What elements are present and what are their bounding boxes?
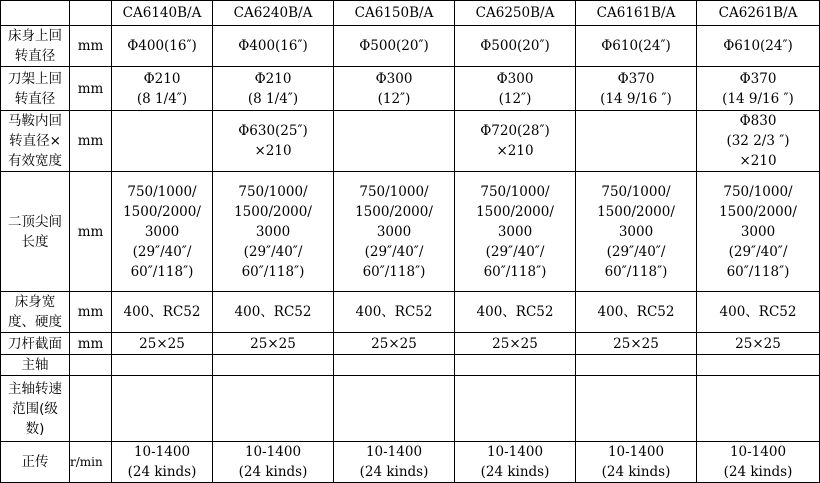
row-label-line: 有效宽度 [8, 153, 62, 169]
value-line: Φ610(24″) [723, 38, 793, 54]
value-line: (8 1/4″) [247, 90, 299, 107]
row-label-line: 转直径× [9, 133, 61, 149]
table-row [1, 172, 820, 292]
value-line: Φ500(20″) [359, 38, 429, 54]
row-label [1, 333, 70, 355]
value-cell [213, 376, 334, 442]
value-line: ×210 [496, 143, 534, 159]
table-row [1, 333, 820, 355]
value-line: (24 kinds) [601, 464, 671, 480]
value-cell [455, 355, 576, 376]
row-label [1, 172, 70, 292]
table-row [1, 292, 820, 333]
value-line: 60″/118″) [241, 263, 305, 280]
value-line: 60″/118″) [130, 263, 194, 280]
value-line: (14 9/16 ″) [600, 90, 672, 107]
value-line: 3000 [740, 223, 776, 240]
unit-cell: mm [70, 333, 112, 355]
unit-cell: mm [70, 111, 112, 172]
value-line: 60″/118″) [604, 263, 668, 280]
value-line: 750/1000/ [127, 183, 197, 200]
value-cell [334, 172, 455, 292]
row-label-line: 长度 [21, 233, 49, 250]
value-line: 750/1000/ [359, 183, 429, 200]
row-label-line: 刀杆截面 [8, 335, 62, 352]
row-label [1, 442, 70, 483]
table-row [1, 376, 820, 442]
row-label-line: 数) [25, 420, 45, 437]
value-line: (12″) [377, 90, 411, 107]
value-line: 1500/2000/ [476, 203, 554, 220]
value-line: 60″/118″) [726, 263, 790, 280]
value-line: (14 9/16 ″) [722, 90, 794, 107]
value-line: 400、RC52 [355, 304, 433, 320]
header-unit-cell [70, 1, 112, 26]
value-cell [455, 442, 576, 483]
model-header: CA6240B/A [213, 1, 334, 26]
value-cell [213, 111, 334, 172]
row-label-line: 范围(级 [12, 400, 58, 417]
value-cell [213, 333, 334, 355]
value-cell [213, 355, 334, 376]
value-cell [697, 442, 820, 483]
value-line: 10-1400 [133, 444, 191, 460]
table-row [1, 355, 820, 376]
value-line: (24 kinds) [480, 464, 550, 480]
value-line: 10-1400 [729, 444, 787, 460]
value-line: (24 kinds) [127, 464, 197, 480]
value-cell [697, 292, 820, 333]
unit-cell: mm [70, 67, 112, 111]
value-cell [697, 67, 820, 111]
value-cell [334, 292, 455, 333]
value-line: 1500/2000/ [234, 203, 312, 220]
value-cell [455, 26, 576, 67]
value-line: 1500/2000/ [355, 203, 433, 220]
value-cell [697, 111, 820, 172]
row-label-line: 转直径 [14, 90, 56, 107]
row-label-line: 床身上回 [8, 28, 62, 44]
model-header: CA6140B/A [112, 1, 213, 26]
value-cell [213, 172, 334, 292]
table-row [1, 442, 820, 483]
value-cell [334, 111, 455, 172]
table-row [1, 26, 820, 67]
value-line: 750/1000/ [480, 183, 550, 200]
row-label [1, 111, 70, 172]
value-cell [112, 355, 213, 376]
value-line: 400、RC52 [123, 304, 201, 320]
value-line: (29″/40″/ [606, 243, 666, 260]
value-line: (32 2/3 ″) [726, 133, 790, 149]
value-cell [334, 67, 455, 111]
model-header: CA6150B/A [334, 1, 455, 26]
value-line: 10-1400 [607, 444, 665, 460]
model-header: CA6161B/A [576, 1, 697, 26]
value-line: 25×25 [735, 335, 781, 352]
row-label [1, 376, 70, 442]
value-cell [112, 172, 213, 292]
unit-cell: mm [70, 172, 112, 292]
value-line: (24 kinds) [359, 464, 429, 480]
value-line: 25×25 [371, 335, 417, 352]
value-line: Φ720(28″) [480, 123, 550, 139]
value-cell [112, 292, 213, 333]
header-param-cell [1, 1, 70, 26]
value-line: 3000 [376, 223, 412, 240]
value-cell [334, 442, 455, 483]
unit-cell: mm [70, 292, 112, 333]
value-line: (29″/40″/ [364, 243, 424, 260]
row-label [1, 355, 70, 376]
value-line: 25×25 [250, 335, 296, 352]
value-line: (8 1/4″) [136, 90, 188, 107]
value-line: 1500/2000/ [123, 203, 201, 220]
value-line: Φ830 [739, 113, 777, 129]
table-row [1, 67, 820, 111]
value-line: (29″/40″/ [132, 243, 192, 260]
value-cell [576, 355, 697, 376]
model-header: CA6250B/A [455, 1, 576, 26]
value-cell [576, 442, 697, 483]
value-cell [576, 172, 697, 292]
row-label-line: 主轴 [21, 357, 49, 373]
value-line: Φ210 [254, 70, 292, 87]
value-line: (24 kinds) [723, 464, 793, 480]
value-line: 3000 [618, 223, 654, 240]
value-cell [455, 111, 576, 172]
value-cell [334, 355, 455, 376]
row-label [1, 292, 70, 333]
value-line: Φ500(20″) [480, 38, 550, 54]
value-cell [697, 172, 820, 292]
value-line: 10-1400 [365, 444, 423, 460]
value-cell [213, 292, 334, 333]
header-row [1, 1, 820, 26]
spec-table-body [1, 1, 820, 483]
value-line: (29″/40″/ [243, 243, 303, 260]
row-label-line: 转直径 [14, 48, 56, 64]
value-cell [112, 442, 213, 483]
value-line: (12″) [498, 90, 532, 107]
row-label-line: 刀架上回 [8, 70, 62, 87]
value-line: 25×25 [492, 335, 538, 352]
table-row [1, 111, 820, 172]
value-line: 400、RC52 [476, 304, 554, 320]
value-line: ×210 [254, 143, 292, 159]
value-cell [334, 376, 455, 442]
value-cell [112, 67, 213, 111]
value-line: 750/1000/ [601, 183, 671, 200]
value-line: 1500/2000/ [719, 203, 797, 220]
value-line: 60″/118″) [483, 263, 547, 280]
unit-cell: mm [70, 26, 112, 67]
value-cell [455, 333, 576, 355]
unit-cell [70, 376, 112, 442]
unit-cell: r/min [70, 442, 112, 483]
value-line: (24 kinds) [238, 464, 308, 480]
value-line: 25×25 [139, 335, 185, 352]
value-line: Φ370 [739, 70, 777, 87]
value-line: ×210 [739, 153, 777, 169]
value-cell [576, 333, 697, 355]
value-cell [576, 67, 697, 111]
value-line: 60″/118″) [362, 263, 426, 280]
value-cell [576, 111, 697, 172]
row-label-line: 度、硬度 [8, 314, 62, 330]
value-line: 25×25 [613, 335, 659, 352]
row-label-line: 主轴转速 [8, 380, 62, 397]
value-cell [213, 67, 334, 111]
value-cell [697, 355, 820, 376]
row-label-line: 床身宽 [14, 294, 56, 310]
value-line: 10-1400 [244, 444, 302, 460]
value-line: (29″/40″/ [728, 243, 788, 260]
unit-cell [70, 355, 112, 376]
row-label [1, 26, 70, 67]
value-cell [334, 333, 455, 355]
value-line: Φ300 [496, 70, 534, 87]
value-line: Φ630(25″) [238, 123, 308, 139]
value-cell [112, 333, 213, 355]
value-cell [697, 26, 820, 67]
value-line: Φ370 [617, 70, 655, 87]
value-line: 750/1000/ [238, 183, 308, 200]
row-label-line: 二顶尖间 [8, 213, 62, 230]
value-line: 400、RC52 [234, 304, 312, 320]
row-label-line: 马鞍内回 [8, 113, 62, 129]
value-cell [697, 333, 820, 355]
value-line: Φ400(16″) [127, 38, 197, 54]
value-line: (29″/40″/ [485, 243, 545, 260]
model-header: CA6261B/A [697, 1, 820, 26]
row-label [1, 67, 70, 111]
value-cell [112, 26, 213, 67]
value-line: 400、RC52 [719, 304, 797, 320]
value-cell [455, 292, 576, 333]
value-line: 3000 [255, 223, 291, 240]
value-line: 10-1400 [486, 444, 544, 460]
value-cell [334, 26, 455, 67]
value-line: 750/1000/ [723, 183, 793, 200]
value-cell [455, 376, 576, 442]
value-cell [112, 111, 213, 172]
value-cell [213, 26, 334, 67]
value-line: 3000 [497, 223, 533, 240]
value-line: Φ300 [375, 70, 413, 87]
value-cell [697, 376, 820, 442]
row-label-line: 正传 [21, 454, 49, 470]
value-line: Φ210 [143, 70, 181, 87]
value-cell [213, 442, 334, 483]
value-line: 3000 [144, 223, 180, 240]
value-cell [455, 67, 576, 111]
value-cell [576, 376, 697, 442]
value-line: Φ400(16″) [238, 38, 308, 54]
value-cell [455, 172, 576, 292]
value-cell [576, 292, 697, 333]
value-line: 400、RC52 [597, 304, 675, 320]
value-cell [112, 376, 213, 442]
value-line: Φ610(24″) [601, 38, 671, 54]
value-line: 1500/2000/ [597, 203, 675, 220]
value-cell [576, 26, 697, 67]
